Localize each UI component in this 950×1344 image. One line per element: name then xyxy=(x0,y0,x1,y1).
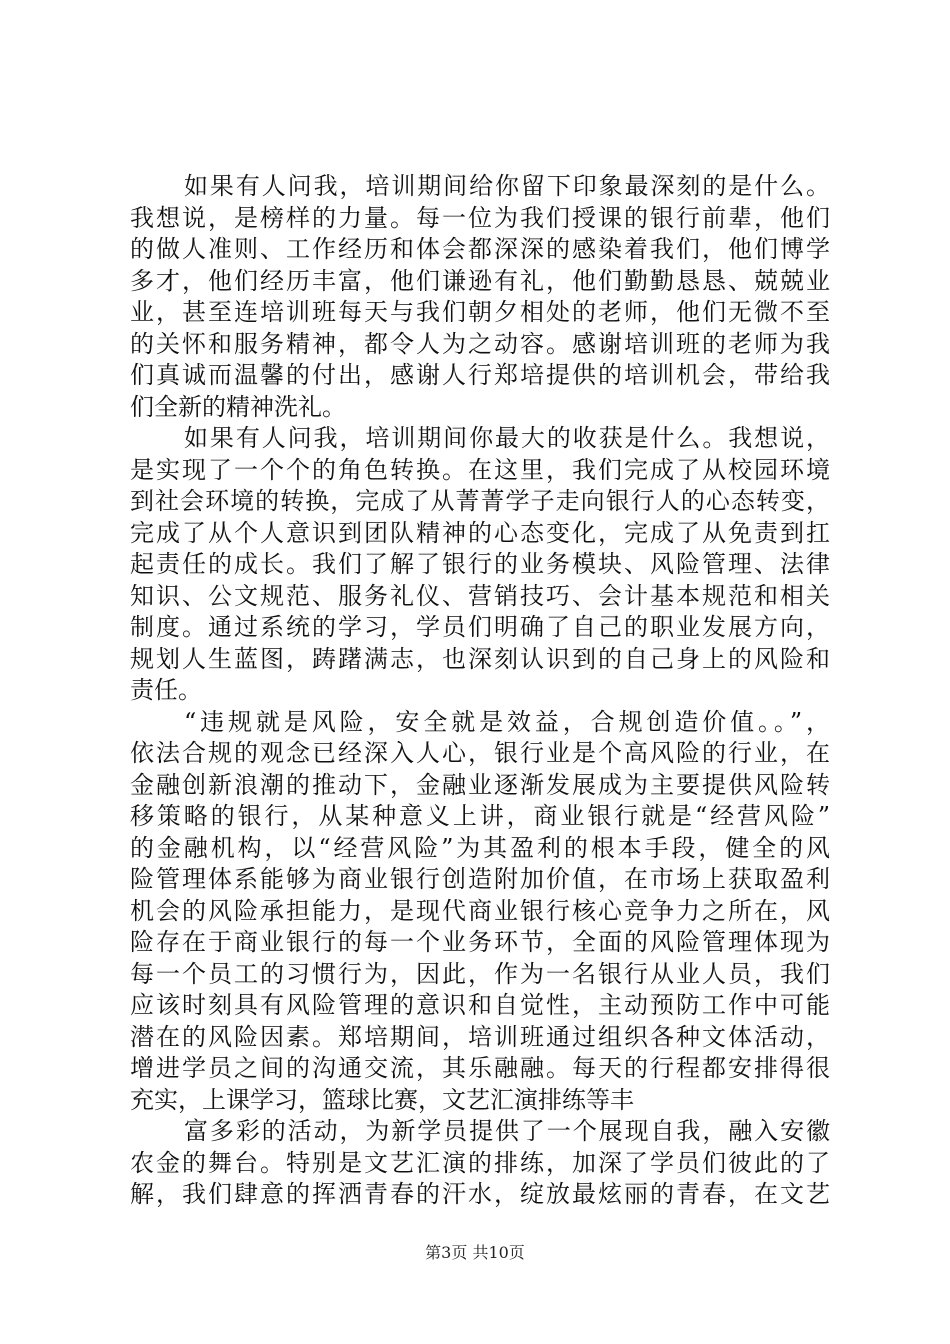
text-line: 业，甚至连培训班每天与我们朝夕相处的老师，他们无微不至 xyxy=(130,298,830,326)
text-line: 制度。通过系统的学习，学员们明确了自己的职业发展方向， xyxy=(130,613,830,641)
text-line: 是实现了一个个的角色转换。在这里，我们完成了从校园环境 xyxy=(130,455,830,484)
text-line: 险管理体系能够为商业银行创造附加价值，在市场上获取盈利 xyxy=(130,865,830,893)
text-line: 知识、公文规范、服务礼仪、营销技巧、会计基本规范和相关 xyxy=(130,581,830,610)
text-line: 移策略的银行，从某种意义上讲，商业银行就是“经营风险” xyxy=(130,802,830,830)
text-line: 们全新的精神洗礼。 xyxy=(130,392,346,421)
text-line: 责任。 xyxy=(130,676,202,704)
text-line: 的做人准则、工作经历和体会都深深的感染着我们，他们博学 xyxy=(130,235,830,263)
text-line: 解，我们肆意的挥洒青春的汗水，绽放最炫丽的青春，在文艺 xyxy=(130,1180,830,1208)
text-line: 规划人生蓝图，踌躇满志，也深刻认识到的自己身上的风险和 xyxy=(130,644,830,673)
text-line: 充实，上课学习，篮球比赛，文艺汇演排练等丰 xyxy=(130,1085,634,1114)
page-footer: 第3页 共10页 xyxy=(425,1243,525,1262)
text-line: “违规就是风险，安全就是效益，合规创造价值。。”， xyxy=(184,707,830,736)
text-line: 如果有人问我，培训期间你最大的收获是什么。我想说， xyxy=(184,424,830,452)
text-line: 金融创新浪潮的推动下，金融业逐渐发展成为主要提供风险转 xyxy=(130,770,830,799)
text-line: 每一个员工的习惯行为，因此，作为一名银行从业人员，我们 xyxy=(130,959,830,988)
text-line: 的关怀和服务精神，都令人为之动容。感谢培训班的老师为我 xyxy=(130,329,830,358)
text-line: 多才，他们经历丰富，他们谦逊有礼，他们勤勤恳恳、兢兢业 xyxy=(130,266,830,295)
text-line: 如果有人问我，培训期间给你留下印象最深刻的是什么。 xyxy=(184,172,830,200)
text-line: 依法合规的观念已经深入人心，银行业是个高风险的行业，在 xyxy=(130,739,830,767)
document-body xyxy=(130,171,830,1211)
text-line: 我想说，是榜样的力量。每一位为我们授课的银行前辈，他们 xyxy=(130,203,830,232)
text-line: 险存在于商业银行的每一个业务环节，全面的风险管理体现为 xyxy=(130,928,830,956)
text-line: 到社会环境的转换，完成了从菁菁学子走向银行人的心态转变， xyxy=(130,487,830,515)
text-line: 潜在的风险因素。郑培期间，培训班通过组织各种文体活动， xyxy=(130,1022,830,1051)
text-line: 的金融机构，以“经营风险”为其盈利的根本手段，健全的风 xyxy=(130,833,830,862)
text-line: 农金的舞台。特别是文艺汇演的排练，加深了学员们彼此的了 xyxy=(130,1148,830,1177)
text-line: 完成了从个人意识到团队精神的心态变化，完成了从免责到扛 xyxy=(130,518,830,547)
text-line: 应该时刻具有风险管理的意识和自觉性，主动预防工作中可能 xyxy=(130,991,830,1019)
text-line: 起责任的成长。我们了解了银行的业务模块、风险管理、法律 xyxy=(130,550,830,578)
text-line: 富多彩的活动，为新学员提供了一个展现自我，融入安徽 xyxy=(184,1117,830,1145)
text-line: 增进学员之间的沟通交流，其乐融融。每天的行程都安排得很 xyxy=(130,1054,830,1082)
text-line: 机会的风险承担能力，是现代商业银行核心竞争力之所在，风 xyxy=(130,896,830,925)
text-line: 们真诚而温馨的付出，感谢人行郑培提供的培训机会，带给我 xyxy=(130,361,830,389)
